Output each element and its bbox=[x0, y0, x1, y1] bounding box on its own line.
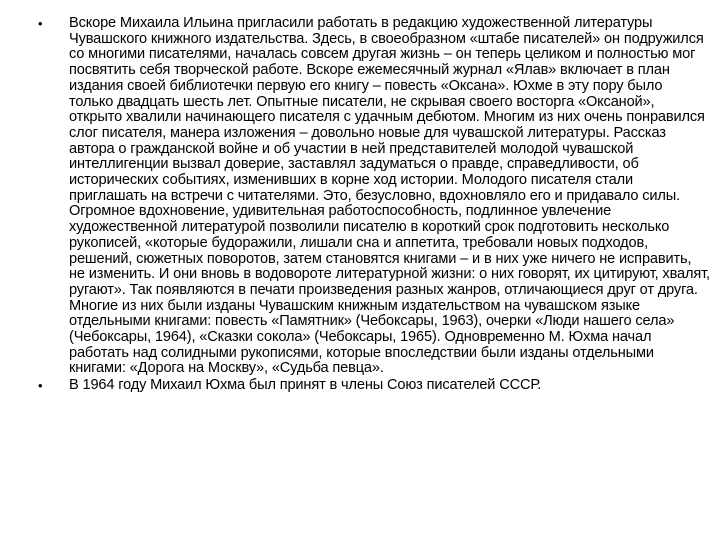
paragraph-career: Вскоре Михаила Ильина пригласили работать в редакцию художественной литературы Чувашского книжного издательства. Здесь, в своеобразном «штабе писателей» он подружился со многими писателями, началась совсем другая жизнь – он теперь целиком и полностью мог посвятить себя творческой работе. Вскоре ежемесячный журнал «Ялав» включает в план издания своей библиотечки первую его книгу – повесть «Оксана». Юхме в эту пору было только двадцать шесть лет. Опытные писатели, не скрывая своего восторга «Оксаной», открыто хвалили начинающего писателя с удачным дебютом. Многим из них очень понравился слог писателя, манера изложения – довольно новые для чувашской литературы. Рассказ автора о гражданской войне и об участии в ней представителей молодой чувашской интеллигенции вызвал доверие, заставлял задуматься о правде, справедливости, об исторических событиях, изменивших в корне ход истории. Молодого писателя стали приглашать на встречи с читателями. Это, безусловно, вдохновляло его и придавало силы. Огромное вдохновение, удивительная работоспособность, подлинное увлечение художественной литературой позволили писателю в короткий срок подготовить несколько рукописей, «которые будоражили, лишали сна и аппетита, требовали новых подходов, решений, сюжетных поворотов, затем становятся книгами – и в них уже ничего не исправить, не изменить. И они вновь в водовороте литературной жизни: о них говорят, их цитируют, хвалят, ругают». Так появляются в печати произведения разных жанров, отличающиеся друг от друга. Многие из них были изданы Чувашским книжным издательством на чувашском языке отдельными книгами: повесть «Памятник» (Чебоксары, 1963), очерки «Люди нашего села» (Чебоксары, 1964), «Сказки сокола» (Чебоксары, 1965). Одновременно М. Юхма начал работать над солидными рукописями, которые впоследствии были изданы отдельными книгами: «Дорога на Москву», «Судьба певца». bbox=[69, 15, 710, 377]
bullet-list bbox=[38, 16, 710, 394]
bullet-marker: • bbox=[38, 378, 43, 394]
bullet-marker: • bbox=[38, 16, 43, 31]
paragraph-union: В 1964 году Михаил Юхма был принят в члены Союз писателей СССР. bbox=[69, 377, 542, 394]
bullet-item-career bbox=[38, 16, 710, 377]
bullet-item-union bbox=[38, 378, 710, 394]
